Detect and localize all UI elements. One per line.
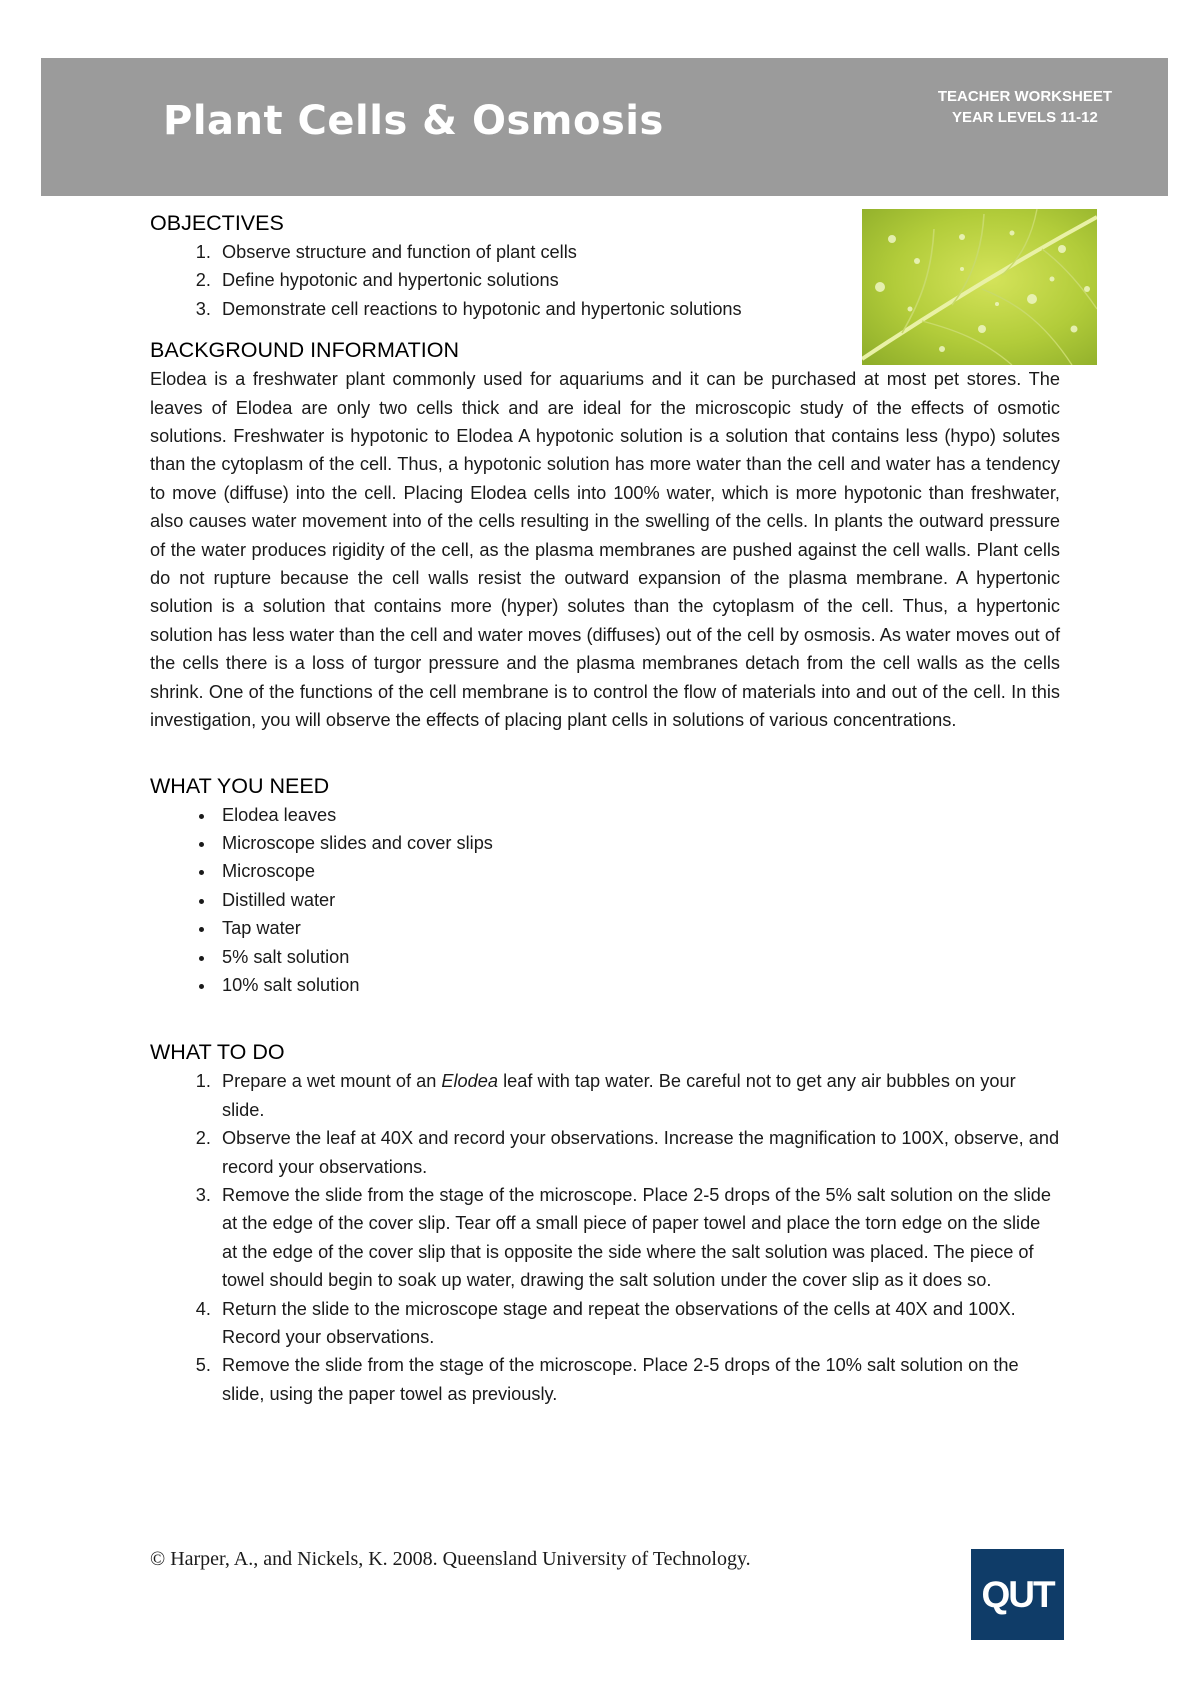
page-header: [41, 58, 1168, 196]
step-text: leaf with tap water. Be careful not to get any air bubbles on your slide.: [222, 1071, 1016, 1120]
material-item: • 10% salt solution: [216, 971, 1060, 999]
year-levels: YEAR LEVELS 11-12: [951, 109, 1098, 126]
material-item: • 5% salt solution: [216, 943, 1060, 971]
what-to-do-heading: WHAT TO DO: [150, 1040, 285, 1065]
step-text: Prepare a wet mount of an: [222, 1071, 442, 1092]
objective-item: 1. Observe structure and function of plant cells: [216, 238, 850, 266]
step-item: 4. Return the slide to the microscope stage and repeat the observations of the cells at 40X and 100X. Record your observations.: [216, 1295, 1060, 1352]
citation: © Harper, A., and Nickels, K. 2008. Queensland University of Technology.: [150, 1548, 751, 1570]
material-item: • Distilled water: [216, 886, 1060, 914]
steps-list: [150, 1067, 1060, 1408]
background-section: [150, 335, 1060, 734]
step-item: 3. Remove the slide from the stage of the microscope. Place 2-5 drops of the 5% salt solution on the slide at the edge of the cover slip. Tear off a small piece of paper towel and place the torn edge on the slide at the edge of the cover slip that is opposite the side where the salt solution was placed. The piece of towel should begin to soak up water, drawing the salt solution under the cover slip as it does so.: [216, 1181, 1060, 1295]
objectives-section: [150, 208, 850, 323]
material-item: • Microscope slides and cover slips: [216, 829, 1060, 857]
what-to-do-section: [150, 1037, 1060, 1408]
background-paragraph: Elodea is a freshwater plant commonly used for aquariums and it can be purchased at most pet stores. The leaves of Elodea are only two cells thick and are ideal for the microscopic study of the effects of osmotic solutions. Freshwater is hypotonic to Elodea A hypotonic solution is a solution that contains less (hypo) solutes than the cytoplasm of the cell. Thus, a hypotonic solution has more water than the cell and water has a tendency to move (diffuse) into the cell. Placing Elodea cells into 100% water, which is more hypotonic than freshwater, also causes water movement into of the cells resulting in the swelling of the cells. In plants the outward pressure of the water produces rigidity of the cell, as the plasma membranes are pushed against the cell walls. Plant cells do not rupture because the cell walls resist the outward expansion of the plasma membrane. A hypertonic solution is a solution that contains more (hyper) solutes than the cytoplasm of the cell. Thus, a hypertonic solution has less water than the cell and water moves (diffuses) out of the cell by osmosis. As water moves out of the cells there is a loss of turgor pressure and the plasma membranes detach from the cell walls as the cells shrink. One of the functions of the cell membrane is to control the flow of materials into and out of the cell. In this investigation, you will observe the effects of placing plant cells in solutions of various concentrations.: [150, 369, 1060, 731]
objectives-heading: OBJECTIVES: [150, 211, 284, 235]
qut-logo-text: QUT: [981, 1573, 1054, 1615]
worksheet-content: [150, 208, 1060, 1408]
step-item: 2. Observe the leaf at 40X and record your observations. Increase the magnification to 100X, observe, and record your observations.: [216, 1124, 1060, 1181]
what-you-need-section: [150, 771, 1060, 1000]
page-title: Plant Cells & Osmosis: [163, 98, 664, 144]
objectives-list: [150, 238, 850, 323]
qut-logo: [971, 1549, 1064, 1640]
objective-item: 3. Demonstrate cell reactions to hypotonic and hypertonic solutions: [216, 295, 850, 323]
material-item: • Microscope: [216, 857, 1060, 885]
step-italic-term: Elodea: [441, 1071, 499, 1092]
materials-list: [150, 801, 1060, 1000]
header-meta: [938, 86, 1112, 128]
objective-item: 2. Define hypotonic and hypertonic solutions: [216, 266, 850, 294]
step-item: [216, 1067, 1060, 1124]
what-you-need-heading: WHAT YOU NEED: [150, 773, 330, 798]
step-item: 5. Remove the slide from the stage of the microscope. Place 2-5 drops of the 10% salt solution on the slide, using the paper towel as previously.: [216, 1351, 1060, 1408]
worksheet-label: TEACHER WORKSHEET: [937, 88, 1112, 105]
material-item: • Tap water: [216, 914, 1060, 942]
background-heading: BACKGROUND INFORMATION: [150, 338, 459, 363]
material-item: • Elodea leaves: [216, 801, 1060, 829]
